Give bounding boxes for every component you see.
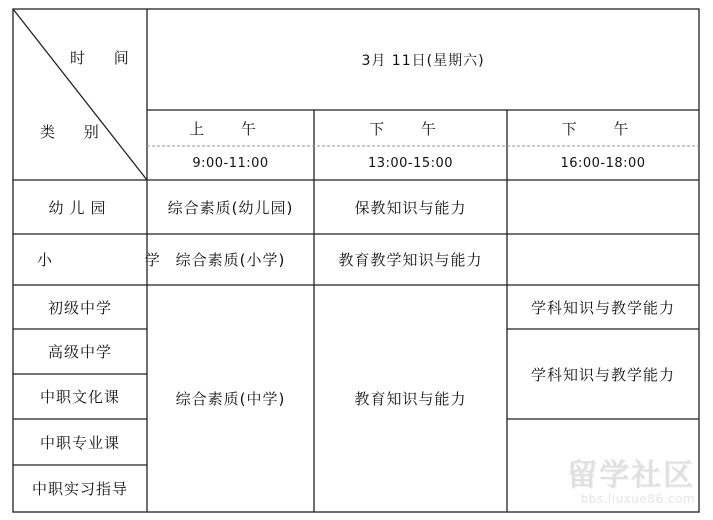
exam-date: 3月 11日(星期六) xyxy=(361,53,485,69)
category-kindergarten: 幼儿园 xyxy=(48,198,112,217)
period-label-3: 下 午 xyxy=(561,119,645,138)
category-senior-high: 高级中学 xyxy=(47,343,112,361)
category-primary-text: 小 学 xyxy=(37,251,204,269)
period-label-2: 下 午 xyxy=(369,119,452,138)
site-watermark xyxy=(567,450,695,506)
period-time-3: 16:00-18:00 xyxy=(560,155,646,171)
subject-senior-3: 学科知识与教学能力 xyxy=(530,365,675,384)
category-primary xyxy=(13,234,204,285)
category-junior-middle: 初级中学 xyxy=(47,298,112,317)
watermark-url: bbs.liuxue86.com xyxy=(580,492,695,506)
category-vocational-practice: 中职实习指导 xyxy=(31,480,128,498)
subject-primary-1: 综合素质(小学) xyxy=(175,251,286,269)
subject-primary-2: 教育教学知识与能力 xyxy=(338,251,483,269)
subject-kindergarten-2: 保教知识与能力 xyxy=(354,198,467,217)
category-vocational-culture: 中职文化课 xyxy=(39,388,120,406)
subject-secondary-merged-1: 综合素质(中学) xyxy=(175,390,286,408)
watermark-logo: 留学社区 xyxy=(567,458,695,493)
header-diagonal xyxy=(13,9,147,180)
period-time-2: 13:00-15:00 xyxy=(367,155,454,171)
time-header-label: 时 间 xyxy=(70,48,141,67)
period-time-1: 9:00-11:00 xyxy=(192,155,269,171)
subject-kindergarten-1: 综合素质(幼儿园) xyxy=(167,198,294,217)
subject-junior-3: 学科知识与教学能力 xyxy=(530,298,675,317)
period-label-1: 上 午 xyxy=(189,119,272,138)
subject-secondary-merged-2: 教育知识与能力 xyxy=(354,390,467,408)
category-vocational-major: 中职专业课 xyxy=(39,433,120,452)
category-header-label: 类 别 xyxy=(40,122,111,141)
